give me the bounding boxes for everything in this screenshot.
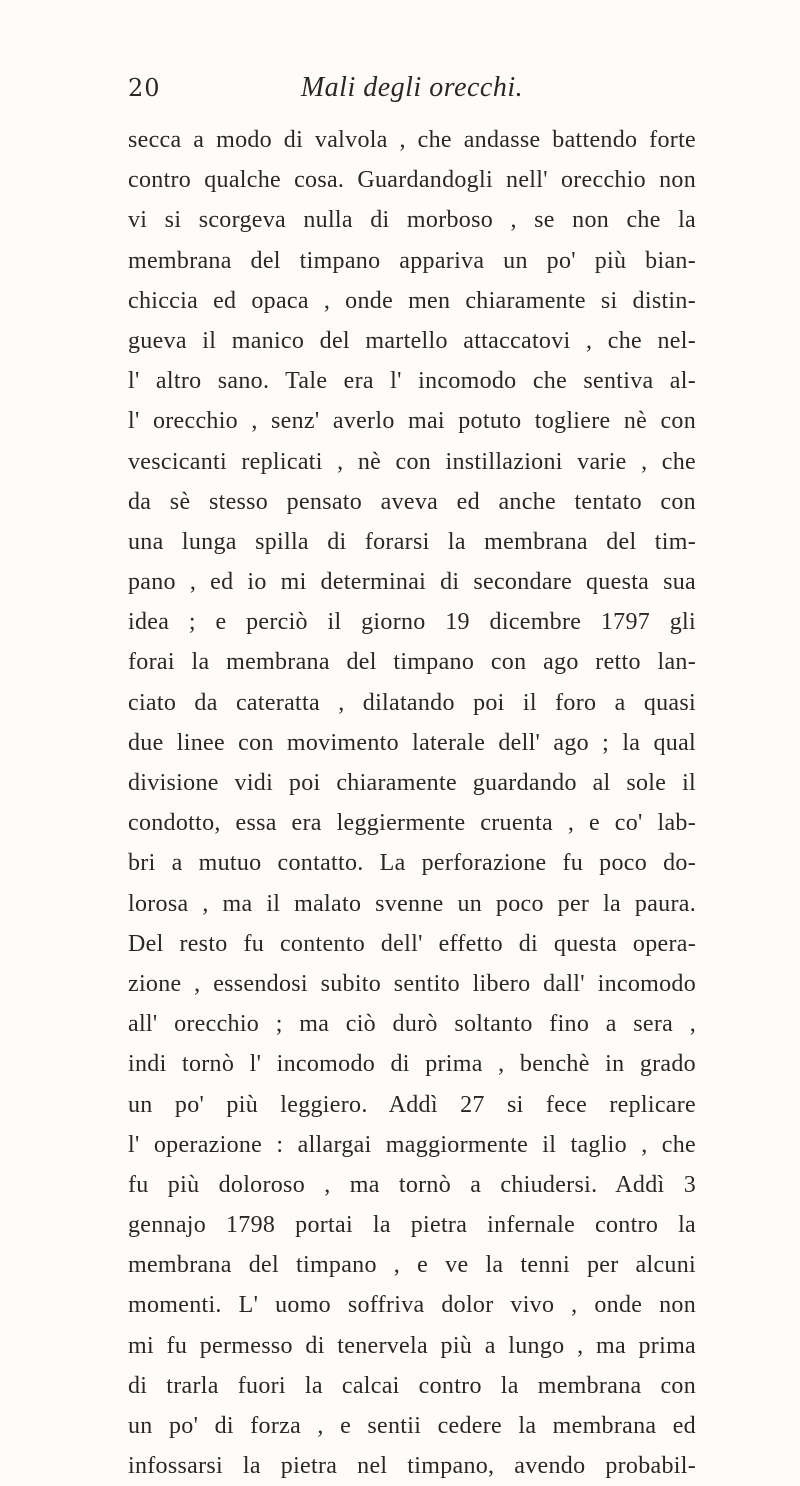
running-title: Mali degli orecchi. xyxy=(300,72,524,103)
text-line: l' altro sano. Tale era l' incomodo che sentiva al- xyxy=(128,368,696,395)
text-line: zione , essendosi subito sentito libero dall' incomodo xyxy=(128,970,696,997)
text-line: vi si scorgeva nulla di morboso , se non che la xyxy=(128,207,696,234)
text-line: condotto, essa era leggiermente cruenta , e co' lab- xyxy=(128,810,696,837)
page-number: 20 xyxy=(128,74,161,102)
text-line: all' orecchio ; ma ciò durò soltanto fino a sera , xyxy=(128,1011,696,1038)
body-text xyxy=(128,120,696,1486)
text-line: gennajo 1798 portai la pietra infernale contro la xyxy=(128,1212,696,1239)
text-line: un po' più leggiero. Addì 27 si fece replicare xyxy=(128,1091,696,1118)
page-header xyxy=(128,70,696,110)
text-line: vescicanti replicati , nè con instillazioni varie , che xyxy=(128,448,696,475)
text-line: l' orecchio , senz' averlo mai potuto togliere nè con xyxy=(128,408,696,435)
text-line: ciato da cateratta , dilatando poi il foro a quasi xyxy=(128,689,696,716)
text-line: secca a modo di valvola , che andasse battendo forte xyxy=(128,127,696,153)
text-line: lorosa , ma il malato svenne un poco per la paura. xyxy=(128,890,696,917)
text-line: idea ; e perciò il giorno 19 dicembre 1797 gli xyxy=(128,609,696,636)
text-line: l' operazione : allargai maggiormente il taglio , che xyxy=(128,1131,696,1158)
text-line: gueva il manico del martello attaccatovi , che nel- xyxy=(128,327,696,354)
text-line: di trarla fuori la calcai contro la membrana con xyxy=(128,1372,696,1399)
text-line: indi tornò l' incomodo di prima , benchè in grado xyxy=(128,1051,696,1078)
text-line: un po' di forza , e sentii cedere la membrana ed xyxy=(128,1413,696,1439)
text-line: due linee con movimento laterale dell' ago ; la qual xyxy=(128,729,696,756)
text-line: membrana del timpano appariva un po' più bian- xyxy=(128,247,696,274)
text-line: bri a mutuo contatto. La perforazione fu poco do- xyxy=(128,850,696,877)
text-line: fu più doloroso , ma tornò a chiudersi. Addì 3 xyxy=(128,1171,696,1198)
text-line: contro qualche cosa. Guardandogli nell' orecchio non xyxy=(128,167,696,194)
text-line: da sè stesso pensato aveva ed anche tentato con xyxy=(128,488,696,515)
text-line: chiccia ed opaca , onde men chiaramente si distin- xyxy=(128,287,696,314)
text-line: forai la membrana del timpano con ago retto lan- xyxy=(128,649,696,676)
text-line: divisione vidi poi chiaramente guardando al sole il xyxy=(128,770,696,796)
text-line: infossarsi la pietra nel timpano, avendo probabil- xyxy=(128,1453,696,1480)
text-line: pano , ed io mi determinai di secondare questa sua xyxy=(128,569,696,596)
text-line: una lunga spilla di forarsi la membrana del tim- xyxy=(128,528,696,555)
text-line: momenti. L' uomo soffriva dolor vivo , onde non xyxy=(128,1292,696,1319)
text-line: mi fu permesso di tenervela più a lungo , ma prima xyxy=(128,1332,696,1359)
text-line: membrana del timpano , e ve la tenni per alcuni xyxy=(128,1252,696,1279)
text-line: Del resto fu contento dell' effetto di questa opera- xyxy=(128,930,696,957)
